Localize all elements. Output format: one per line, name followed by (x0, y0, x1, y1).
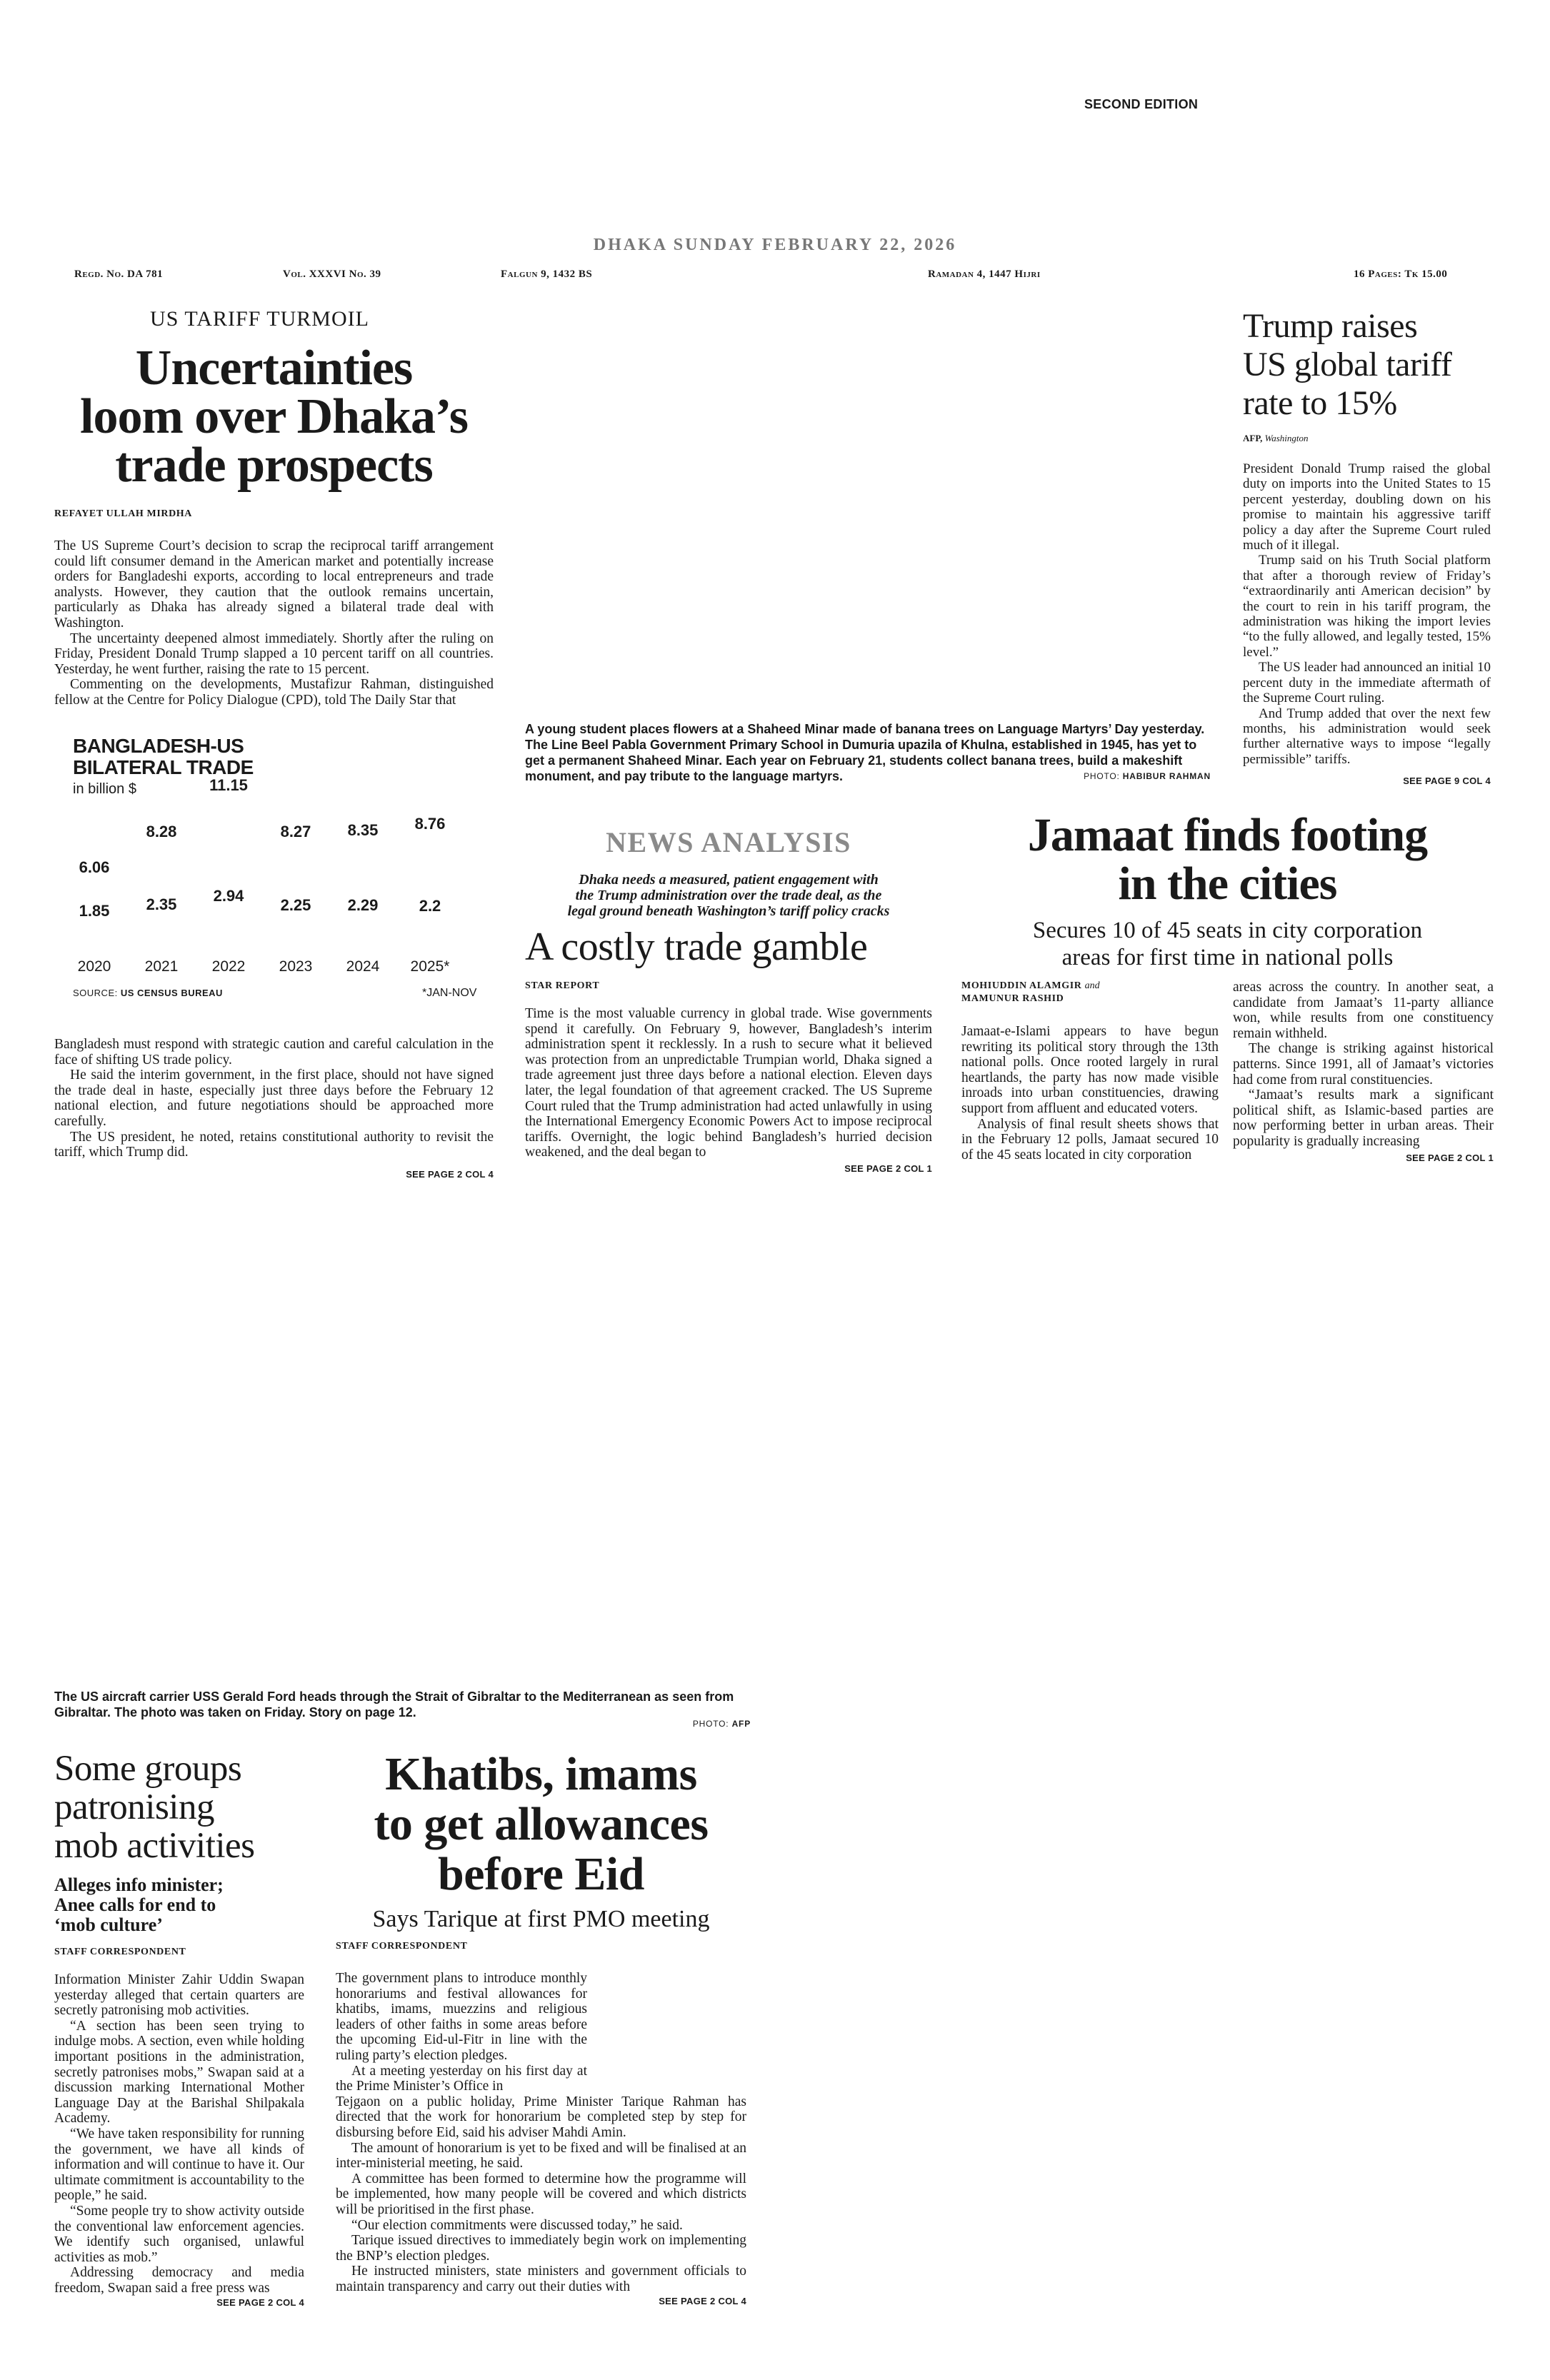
story-body (961, 1024, 1219, 1163)
chart-data-label-imports: 2.29 (347, 896, 379, 914)
paragraph: The US leader had announced an initial 10 percent duty in the immediate aftermath of the Supreme Court ruling. (1243, 660, 1491, 706)
paragraph: He instructed ministers, state ministers and government officials to maintain transparency and carry out their duties with (336, 2264, 746, 2294)
story-kicker: US TARIFF TURMOIL (150, 307, 369, 331)
byline-author: MOHIUDDIN ALAMGIR (961, 980, 1082, 991)
chart-data-label-imports: 2.35 (146, 895, 177, 913)
headline-line[interactable]: Trump raises (1243, 307, 1418, 345)
paragraph: Tejgaon on a public holiday, Prime Minister Tarique Rahman has directed that the work for honorarium be completed step by step for disbursing before Eid, said his adviser Mahdi Amin. (336, 2094, 746, 2140)
chart-data-label-exports: 8.27 (280, 823, 311, 840)
trump-tariff-story (1243, 307, 1491, 786)
byline-place: Washington (1264, 433, 1309, 443)
photo-credit (54, 1719, 751, 1729)
chart-data-label-exports: 6.06 (79, 858, 110, 876)
deck-line: the Trump administration over the trade deal, as the (575, 888, 882, 903)
paragraph: President Donald Trump raised the global duty on imports into the United States to 15 percent yesterday, doubling down on his promise to maintain his aggressive tariff policy a day after the Supreme Court ruled much of it illegal. (1243, 461, 1491, 553)
paragraph: “Jamaat’s results mark a significant political shift, as Islamic-based parties are now performing better in urban areas. Their popularity is gradually increasing (1233, 1088, 1494, 1149)
story-headline (54, 1749, 304, 1865)
photo-caption-shaheed-minar (525, 721, 1211, 781)
masthead-meta-row (0, 268, 1550, 284)
headline-line[interactable]: rate to 15% (1243, 384, 1397, 422)
chart-x-tick-label: 2025* (410, 958, 450, 975)
headline-line[interactable]: to get allowances (374, 1798, 709, 1850)
chart-data-label-imports: 2.25 (280, 896, 311, 914)
byline-author: MAMUNUR RASHID (961, 993, 1064, 1004)
khatibs-imams-story (336, 1749, 746, 2306)
paragraph: “Our election commitments were discussed today,” he said. (351, 2217, 683, 2233)
story-body (54, 538, 494, 708)
lead-story-continued (54, 1037, 494, 1180)
photo-caption-aircraft-carrier (54, 1689, 751, 1729)
chart-x-tick-label: 2022 (211, 958, 246, 975)
headline-line[interactable]: mob activities (54, 1826, 255, 1866)
byline-conjunction: and (1084, 980, 1100, 991)
story-headline[interactable]: A costly trade gamble (525, 925, 868, 969)
paragraph: The change is striking against historical patterns. Since 1991, all of Jamaat’s victories had come from rural constituencies. (1233, 1041, 1494, 1088)
story-headline (54, 341, 494, 493)
paragraph: Trump said on his Truth Social platform that after a thorough review of Friday’s “extraordinarily anti American decision” by the court to rein in his tariff program, the administration was hiking the import levies “to the fully allowed, and legally tested, 15% level.” (1243, 553, 1491, 660)
paragraph: The US president, he noted, retains constitutional authority to revisit the tariff, which Trump did. (54, 1129, 494, 1160)
photo-credit-label: PHOTO: (692, 1719, 729, 1729)
caption-text: The US aircraft carrier USS Gerald Ford heads through the Strait of Gibraltar to the Mediterranean as seen from Gibraltar. The photo was taken on Friday. Story on page 12. (54, 1689, 734, 1719)
deck-line: legal ground beneath Washington’s tariff policy cracks (567, 903, 890, 919)
chart-x-tick-label: 2023 (279, 958, 313, 975)
deck-line: Secures 10 of 45 seats in city corporation (1032, 918, 1423, 943)
chart-x-tick-label: 2020 (77, 958, 111, 975)
see-page-jump[interactable]: SEE PAGE 2 COL 4 (216, 2297, 304, 2309)
paragraph: “We have taken responsibility for running the government, we have all kinds of information and will continue to have it. Our ultimate commitment is accountability to the people,” he said. (54, 2126, 304, 2204)
story-body (54, 1037, 494, 1160)
story-byline: STAR REPORT (525, 980, 600, 991)
page-count-price: 16 Pages: Tk 15.00 (1354, 268, 1448, 280)
headline-line[interactable]: Jamaat finds footing (1027, 809, 1428, 861)
registration-number: Regd. No. DA 781 (74, 268, 164, 280)
chart-data-label-imports: 1.85 (79, 902, 110, 920)
bengali-date: Falgun 9, 1432 BS (501, 268, 593, 280)
subheadline-line: Alleges info minister; (54, 1874, 224, 1895)
paragraph: areas across the country. In another seat, a candidate from Jamaat’s 11-party alliance won, while results from one constituency remain withheld. (1233, 980, 1494, 1041)
chart-footnote: *JAN-NOV (422, 987, 477, 999)
paragraph: The US Supreme Court’s decision to scrap the reciprocal tariff arrangement could lift consumer demand in the American market and potentially increase orders for Bangladeshi exports, according to local entrepreneurs and trade analysts. However, they caution that the outlook remains uncertain, particularly as Dhaka has already signed a bilateral trade deal with Washington. (54, 538, 494, 631)
chart-data-label-exports: 8.28 (146, 823, 177, 840)
chart-source-name: US CENSUS BUREAU (120, 988, 223, 998)
paragraph: Tarique issued directives to immediately begin work on implementing the BNP’s election pledges. (336, 2233, 746, 2264)
paragraph: The government plans to introduce monthly honorariums and festival allowances for khatibs, imams, muezzins and religious leaders of other faiths in some areas before the upcoming Eid-ul-Fitr in line with the ruling party’s election pledges. (336, 1971, 587, 2063)
story-byline: REFAYET ULLAH MIRDHA (54, 508, 192, 519)
see-page-jump[interactable]: SEE PAGE 9 COL 4 (1403, 775, 1491, 787)
subheadline-line: ‘mob culture’ (54, 1914, 163, 1935)
story-byline (961, 980, 1219, 1005)
story-body (1243, 461, 1491, 767)
paragraph: Jamaat-e-Islami appears to have begun rewriting its political story through the 13th national polls. Once rooted largely in rural heartlands, the party has now made visible inroads into urban constituencies, drawing support from affluent and educated voters. (961, 1024, 1219, 1116)
chart-marks (54, 728, 494, 1007)
see-page-jump[interactable]: SEE PAGE 2 COL 1 (844, 1163, 932, 1174)
edition-label: SECOND EDITION (1084, 97, 1199, 111)
chart-title-line: BANGLADESH-US (73, 735, 244, 757)
story-byline: STAFF CORRESPONDENT (336, 1941, 468, 1952)
paragraph: Bangladesh must respond with strategic caution and careful calculation in the face of shifting US trade policy. (54, 1037, 494, 1068)
paragraph: And Trump added that over the next few months, his administration would seek further alternative ways to impose “legally permissible” tariffs. (1243, 706, 1491, 767)
byline-agency: AFP, (1243, 433, 1263, 443)
bilateral-trade-chart (54, 728, 494, 1007)
headline-line[interactable]: US global tariff (1243, 346, 1452, 383)
paragraph: Addressing democracy and media freedom, Swapan said a free press was (54, 2265, 304, 2296)
headline-line[interactable]: Khatibs, imams (385, 1748, 697, 1800)
headline-line[interactable]: patronising (54, 1787, 214, 1827)
mob-activities-story (54, 1749, 304, 2308)
chart-data-label-exports: 8.76 (414, 815, 446, 833)
paragraph: Time is the most valuable currency in global trade. Wise governments spend it carefully. On February 9, however, Bangladesh’s interim administration spent it recklessly. In a rush to secure what it believed was protection from an unpredictable Trumpian world, Dhaka signed a trade agreement just three days before a national election. Eleven days later, the legal foundation of that agreement cracked. The US Supreme Court ruled that the Trump administration had acted unlawfully in using the International Emergency Economic Powers Act to impose reciprocal tariffs. Overnight, the logic behind Bangladesh’s hurried decision weakened, and the deal began to (525, 1006, 932, 1160)
caption-text: A young student places flowers at a Shaheed Minar made of banana trees on Language Martyrs’ Day yesterday. The Line Beel Pabla Government Primary School in Dumuria upazila of Khulna, established in 1945, has yet to get a permanent Shaheed Minar. Each year on February 21, students collect banana trees, build a makeshift monument, and pay tribute to the language martyrs. (525, 722, 1205, 783)
story-deck (961, 917, 1494, 971)
headline-line[interactable]: loom over Dhaka’s (80, 389, 468, 444)
news-analysis-story (525, 825, 932, 1174)
headline-line[interactable]: Some groups (54, 1749, 242, 1789)
chart-unit: in billion $ (73, 781, 136, 797)
story-headline (336, 1749, 746, 1899)
headline-line[interactable]: before Eid (438, 1848, 644, 1900)
story-deck (525, 872, 932, 919)
paragraph: A committee has been formed to determine how the programme will be implemented, how many people will be covered and which districts will be prioritised in the first phase. (336, 2171, 746, 2217)
photo-credit-label: PHOTO: (1084, 771, 1120, 781)
paragraph: “A section has been seen trying to indulge mobs. A section, even while holding important positions in the administration, secretly patronises mobs,” Swapan said at a discussion marking International Mother Language Day at the Barishal Shilpakala Academy. (54, 2018, 304, 2127)
hijri-date: Ramadan 4, 1447 Hijri (928, 268, 1041, 280)
chart-source (73, 988, 223, 998)
story-headline (961, 811, 1494, 908)
chart-source-label: SOURCE: (73, 988, 118, 998)
see-page-jump[interactable]: SEE PAGE 2 COL 4 (406, 1168, 494, 1180)
chart-data-label-exports: 8.35 (347, 821, 379, 839)
see-page-jump[interactable]: SEE PAGE 2 COL 1 (1406, 1152, 1494, 1163)
headline-line[interactable]: Uncertainties (135, 341, 413, 396)
story-byline (1243, 433, 1491, 444)
paragraph: Information Minister Zahir Uddin Swapan yesterday alleged that certain quarters are secretly patronising mob activities. (54, 1972, 304, 2019)
story-subheadline (54, 1875, 304, 1935)
story-body (336, 1971, 746, 2294)
story-body (1233, 980, 1494, 1150)
paragraph: He said the interim government, in the first place, should not have signed the trade deal in haste, especially just three days before the February 12 national election, and future negotiations should be approached more carefully. (54, 1068, 494, 1129)
paragraph: “Some people try to show activity outside the conventional law enforcement agencies. We identify such organised, unlawful activities as mob.” (54, 2203, 304, 2265)
headline-line[interactable]: in the cities (1118, 858, 1337, 910)
story-body (54, 1972, 304, 2296)
headline-line[interactable]: trade prospects (115, 438, 433, 493)
deck-line: Dhaka needs a measured, patient engagement with (579, 872, 879, 888)
lead-story (54, 307, 494, 708)
deck-line: areas for first time in national polls (1061, 945, 1394, 970)
story-kicker: NEWS ANALYSIS (606, 826, 851, 858)
story-deck: Says Tarique at first PMO meeting (372, 1906, 710, 1932)
chart-x-tick-label: 2021 (144, 958, 179, 975)
paragraph: The amount of honorarium is yet to be fixed and will be finalised at an inter-ministerial meeting, he said. (336, 2140, 746, 2171)
chart-title-line: BILATERAL TRADE (73, 756, 254, 778)
story-byline: STAFF CORRESPONDENT (54, 1947, 186, 1957)
chart-x-tick-label: 2024 (346, 958, 380, 975)
volume-number: Vol. XXXVI No. 39 (283, 268, 381, 280)
chart-data-label-exports: 11.15 (209, 776, 248, 794)
story-headline (1243, 307, 1491, 423)
dateline: DHAKA SUNDAY FEBRUARY 22, 2026 (593, 236, 957, 254)
chart-data-label-imports: 2.94 (213, 887, 244, 905)
paragraph: The uncertainty deepened almost immediately. Shortly after the ruling on Friday, President Donald Trump slapped a 10 percent tariff on all countries. Yesterday, he went further, raising the rate to 15 percent. (54, 631, 494, 677)
paragraph: Commenting on the developments, Mustafizur Rahman, distinguished fellow at the Centre for Policy Dialogue (CPD), told The Daily Star that (54, 677, 494, 708)
photo-credit-name: AFP (731, 1719, 751, 1729)
paragraph: Analysis of final result sheets shows that in the February 12 polls, Jamaat secured 10 of the 45 seats located in city corporation (961, 1116, 1219, 1163)
see-page-jump[interactable]: SEE PAGE 2 COL 4 (659, 2296, 746, 2307)
photo-credit-name: HABIBUR RAHMAN (1122, 771, 1211, 781)
jamaat-story (961, 811, 1494, 1215)
chart-data-label-imports: 2.2 (419, 897, 441, 915)
subheadline-line: Anee calls for end to (54, 1894, 216, 1915)
paragraph: At a meeting yesterday on his first day at the Prime Minister’s Office in (336, 2063, 587, 2094)
story-body (525, 1006, 932, 1160)
